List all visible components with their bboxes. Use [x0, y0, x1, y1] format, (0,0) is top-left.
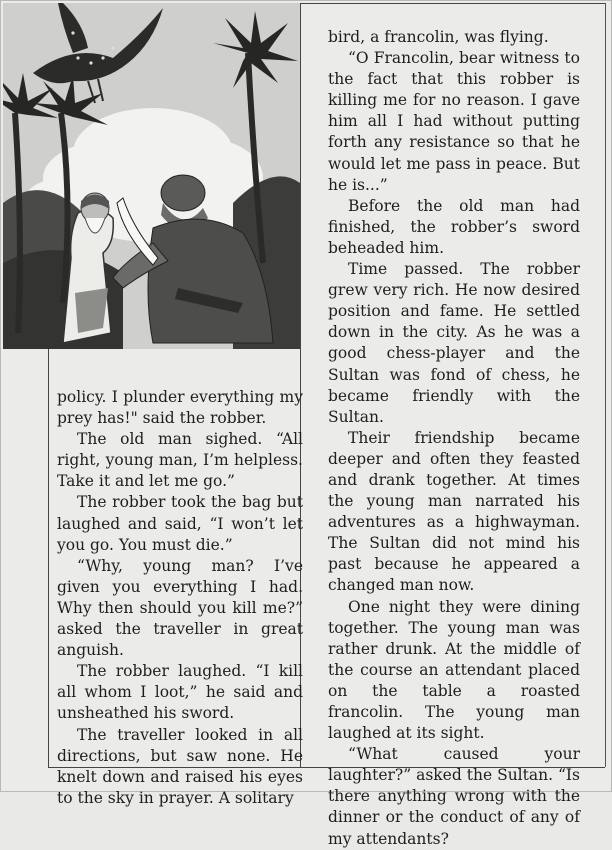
- paragraph: The traveller looked in all directions, but saw none. He knelt down and raised his eyes to the sky in prayer. A solitary: [57, 725, 303, 807]
- top-rule: [301, 3, 605, 4]
- paragraph: bird, a francolin, was flying.: [328, 28, 549, 46]
- paragraph: Time passed. The robber grew very rich. He now desired position and fame. He settled down in the city. As he was a good chess-player and the Sultan was fond of chess, he became friendly with the Sultan.: [328, 260, 580, 426]
- paragraph: The robber laughed. “I kill all whom I loot,” he said and unsheathed his sword.: [57, 662, 303, 723]
- right-text-column: [328, 27, 580, 850]
- left-text-column: [57, 387, 303, 809]
- left-column-rule: [48, 349, 49, 767]
- paragraph: The robber took the bag but laughed and said, “I won’t let you go. You must die.”: [57, 493, 303, 554]
- paragraph: One night they were dining together. The young man was rather drunk. At the middle of the course an attendant placed on the table a roasted francolin. The young man laughed at its sight.: [328, 597, 580, 743]
- story-illustration: [3, 3, 300, 349]
- paragraph: “Why, young man? I’ve given you everything I had. Why then should you kill me?” asked the traveller in great anguish.: [57, 556, 303, 660]
- paragraph: Their friendship became deeper and often they feasted and drank together. At times the young man narrated his adventures as a highwayman. The Sultan did not mind his past because he appeared a changed man now.: [328, 428, 580, 595]
- illustration-drawing: [3, 3, 300, 349]
- paragraph: “O Francolin, bear witness to the fact that this robber is killing me for no reason. I gave him all I had without putting forth any resistance so that he would let me pass in peace. But he is...”: [328, 49, 580, 194]
- paragraph: “What caused your laughter?” asked the Sultan. “Is there anything wrong with the dinner or the conduct of any of my attendants?: [328, 745, 580, 848]
- paragraph: policy. I plunder everything my prey has!" said the robber.: [57, 388, 303, 428]
- paragraph: Before the old man had finished, the robber’s sword beheaded him.: [328, 196, 580, 257]
- right-column-rule: [605, 3, 606, 767]
- paragraph: The old man sighed. “All right, young man, I’m helpless. Take it and let me go.”: [57, 430, 303, 491]
